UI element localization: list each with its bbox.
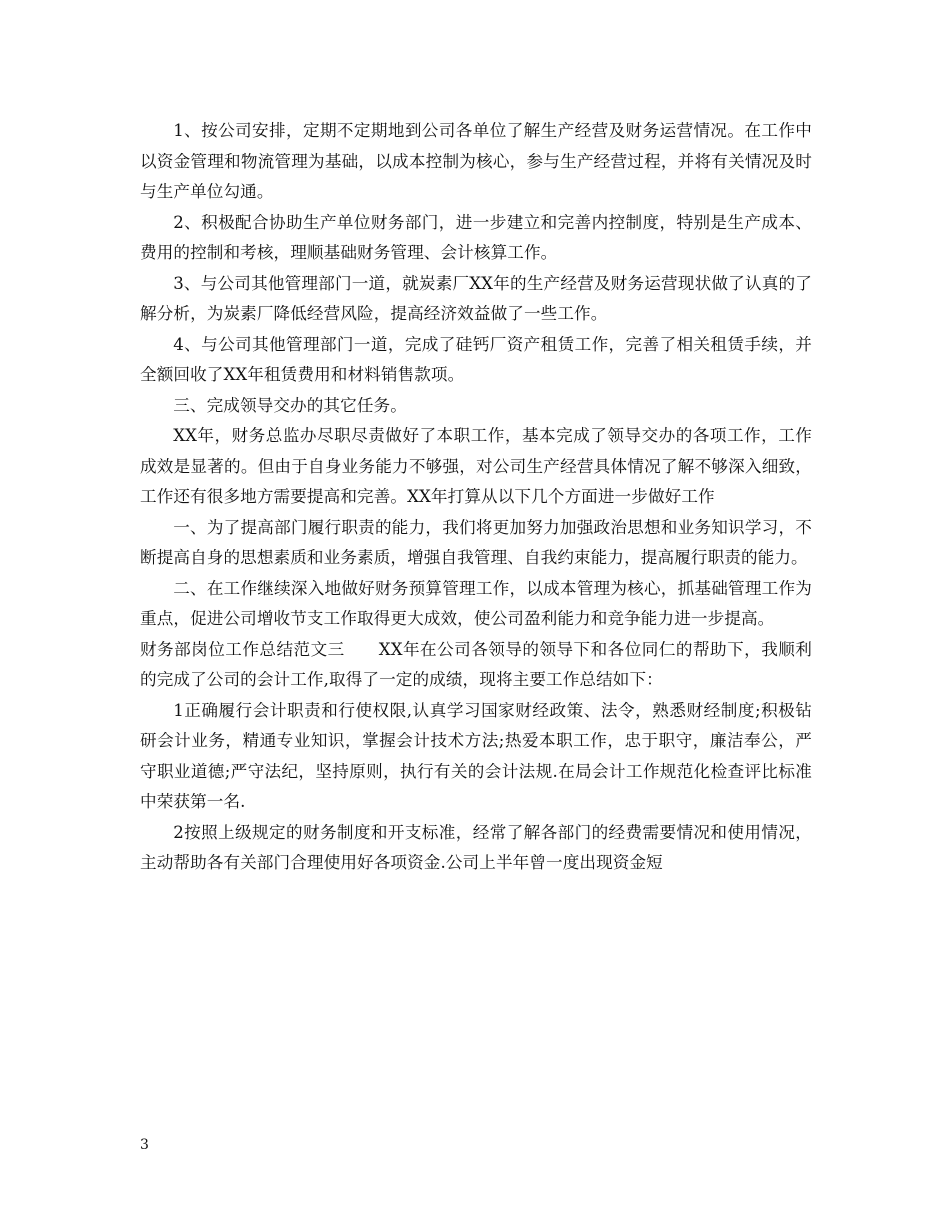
plan-item-two: 二、在工作继续深入地做好财务预算管理工作，以成本管理为核心，抓基础管理工作为重点，促进公司增收节支工作取得更大成效，使公司盈利能力和竞争能力进一步提高。: [140, 578, 812, 628]
paragraph-3: 3、与公司其他管理部门一道，就炭素厂XX年的生产经营及财务运营现状做了认真的了解分析，为炭素厂降低经营风险，提高经济效益做了一些工作。: [140, 273, 812, 323]
work-item-two: 2按照上级规定的财务制度和开支标准，经常了解各部门的经费需要情况和使用情况，主动帮助各有关部门合理使用好各项资金.公司上半年曾一度出现资金短: [140, 822, 812, 872]
work-item-one: 1正确履行会计职责和行使权限,认真学习国家财经政策、法令，熟悉财经制度;积极钻研会计业务，精通专业知识，掌握会计技术方法;热爱本职工作，忠于职守，廉洁奉公，严守职业道德;严守法纪，坚持原则，执行有关的会计法规.在局会计工作规范化检查评比标准中荣获第一名.: [140, 700, 812, 811]
paragraph-summary: XX年，财务总监办尽职尽责做好了本职工作，基本完成了领导交办的各项工作，工作成效是显著的。但由于自身业务能力不够强，对公司生产经营具体情况了解不够深入细致，工作还有很多地方需要提高和完善。XX年打算从以下几个方面进一步做好工作: [140, 426, 812, 506]
paragraph-2: 2、积极配合协助生产单位财务部门，进一步建立和完善内控制度，特别是生产成本、费用的控制和考核，理顺基础财务管理、会计核算工作。: [140, 212, 812, 262]
section-heading-three: 三、完成领导交办的其它任务。: [173, 395, 407, 415]
sample-three-intro: 财务部岗位工作总结范文三 XX年在公司各领导的领导下和各位同仁的帮助下，我顺利的完成了公司的会计工作,取得了一定的成绩，现将主要工作总结如下：: [140, 639, 812, 689]
page-number: 3: [140, 1137, 149, 1153]
plan-item-one: 一、为了提高部门履行职责的能力，我们将更加努力加强政治思想和业务知识学习，不断提高自身的思想素质和业务素质，增强自我管理、自我约束能力，提高履行职责的能力。: [140, 517, 812, 567]
paragraph-4: 4、与公司其他管理部门一道，完成了硅钙厂资产租赁工作，完善了相关租赁手续，并全额回收了XX年租赁费用和材料销售款项。: [140, 334, 812, 384]
paragraph-1: 1、按公司安排，定期不定期地到公司各单位了解生产经营及财务运营情况。在工作中以资金管理和物流管理为基础，以成本控制为核心，参与生产经营过程，并将有关情况及时与生产单位勾通。: [140, 121, 812, 201]
document-body: [140, 116, 812, 879]
